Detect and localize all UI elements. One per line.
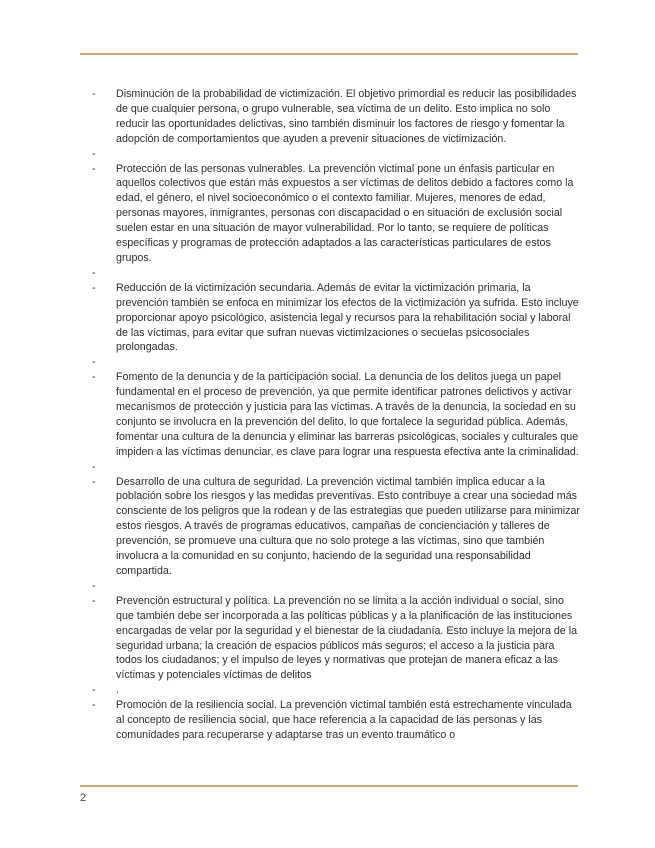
list-item bbox=[92, 475, 582, 579]
list-dash: - bbox=[92, 162, 96, 175]
list-item-text: Protección de las personas vulnerables. La prevención victimal pone un énfasis particular en aquellos colectivos que están más expuestos a ser víctimas de delitos debido a factores como la edad, el género, el nivel socioeconómico o el contexto familiar. Mujeres, menores de edad, personas mayores, inmigrantes, personas con discapacidad o en situación de exclusión social suelen estar en una situación de mayor vulnerabilidad. Por lo tanto, se requiere de políticas específicas y programas de protección adaptados a las características particulares de estos grupos. bbox=[116, 162, 574, 264]
list-dash: - bbox=[92, 460, 96, 473]
list-dash: - bbox=[92, 88, 96, 100]
list-dash: - bbox=[92, 475, 96, 488]
list-item-text bbox=[116, 147, 582, 162]
list-dash: - bbox=[92, 684, 96, 697]
list-item-text bbox=[116, 579, 582, 594]
list-item bbox=[92, 162, 582, 266]
list-item bbox=[92, 594, 582, 683]
list-item-text: Fomento de la denuncia y de la participación social. La denuncia de los delitos juega un papel fundamental en el proceso de prevención, ya que permite identificar patrones delictivos y activar mecanismos de protección y justicia para las víctimas. A través de la denuncia, la sociedad en su conjunto se involucra en la prevención del delito, lo que fortalece la seguridad pública. Además, fomentar una cultura de la denuncia y eliminar las barreras psicológicas, sociales y culturales que impiden a las víctimas denunciar, es clave para lograr una respuesta efectiva ante la criminalidad. bbox=[116, 371, 579, 458]
list-item bbox=[92, 87, 582, 147]
list-item-text: . bbox=[116, 684, 119, 697]
list-item-text: Desarrollo de una cultura de seguridad. La prevención victimal también implica educar a la población sobre los riesgos y las medidas preventivas. Esto contribuye a crear una sociedad más consciente de los peligros que la rodean y de las estrategias que pueden utilizarse para minimizar estos riesgos. A través de programas educativos, campañas de concienciación y talleres de prevención, se promueve una cultura que no solo protege a las víctimas, sino que también involucra a la comunidad en su conjunto, haciendo de la seguridad una responsabilidad compartida. bbox=[116, 475, 580, 577]
list-dash: - bbox=[92, 594, 96, 607]
list-dash: - bbox=[92, 356, 96, 369]
list-item bbox=[92, 281, 582, 356]
list-item-text bbox=[116, 355, 582, 370]
footer-rule bbox=[80, 785, 578, 787]
page-number: 2 bbox=[80, 792, 87, 804]
header-rule bbox=[80, 53, 578, 55]
list-item-text: Promoción de la resiliencia social. La prevención victimal también está estrechamente vinculada al concepto de resiliencia social, que hace referencia a la capacidad de las personas y las comunidades para recuperarse y adaptarse tras un evento traumático o bbox=[116, 699, 572, 741]
list-dash: - bbox=[92, 281, 96, 294]
document-body bbox=[92, 87, 582, 743]
list-item-text bbox=[116, 460, 582, 475]
list-item bbox=[92, 147, 582, 162]
list-item-text: Prevención estructural y política. La prevención no se limita a la acción individual o social, sino que también debe ser incorporada a las políticas públicas y a la planificación de las instituciones encargadas de velar por la seguridad y el bienestar de la ciudadanía. Esto incluye la mejora de la seguridad urbana; la creación de espacios públicos más seguros; el acceso a la justicia para todos los ciudadanos; y el impulso de leyes y normativas que protejan de manera eficaz a las víctimas y potenciales víctimas de delitos bbox=[116, 594, 578, 682]
list-item bbox=[92, 266, 582, 281]
list-dash: - bbox=[92, 579, 96, 592]
list-item bbox=[92, 698, 582, 743]
list-dash: - bbox=[92, 699, 96, 712]
list-item bbox=[92, 355, 582, 370]
list-item bbox=[92, 370, 582, 459]
list-dash: - bbox=[92, 266, 96, 279]
list-dash: - bbox=[92, 371, 96, 384]
list-item bbox=[92, 460, 582, 475]
list-dash: - bbox=[92, 147, 96, 160]
list-item bbox=[92, 683, 582, 698]
list-item-text: Reducción de la victimización secundaria. Además de evitar la victimización primaria, la prevención también se enfoca en minimizar los efectos de la victimización ya sufrida. Esto incluye proporcionar apoyo psicológico, asistencia legal y recursos para la rehabilitación social y laboral de las víctimas, para evitar que sufran nuevas victimizaciones o secuelas psicosociales prolongadas. bbox=[116, 281, 579, 354]
list-item-text bbox=[116, 266, 582, 281]
list-item bbox=[92, 579, 582, 594]
list-item-text: Disminución de la probabilidad de victimización. El objetivo primordial es reducir las posibilidades de que cualquier persona, o grupo vulnerable, sea víctima de un delito. Esto implica no solo reducir las oportunidades delictivas, sino también disminuir los factores de riesgo y fomentar la adopción de comportamientos que ayuden a prevenir situaciones de victimización. bbox=[116, 88, 577, 145]
